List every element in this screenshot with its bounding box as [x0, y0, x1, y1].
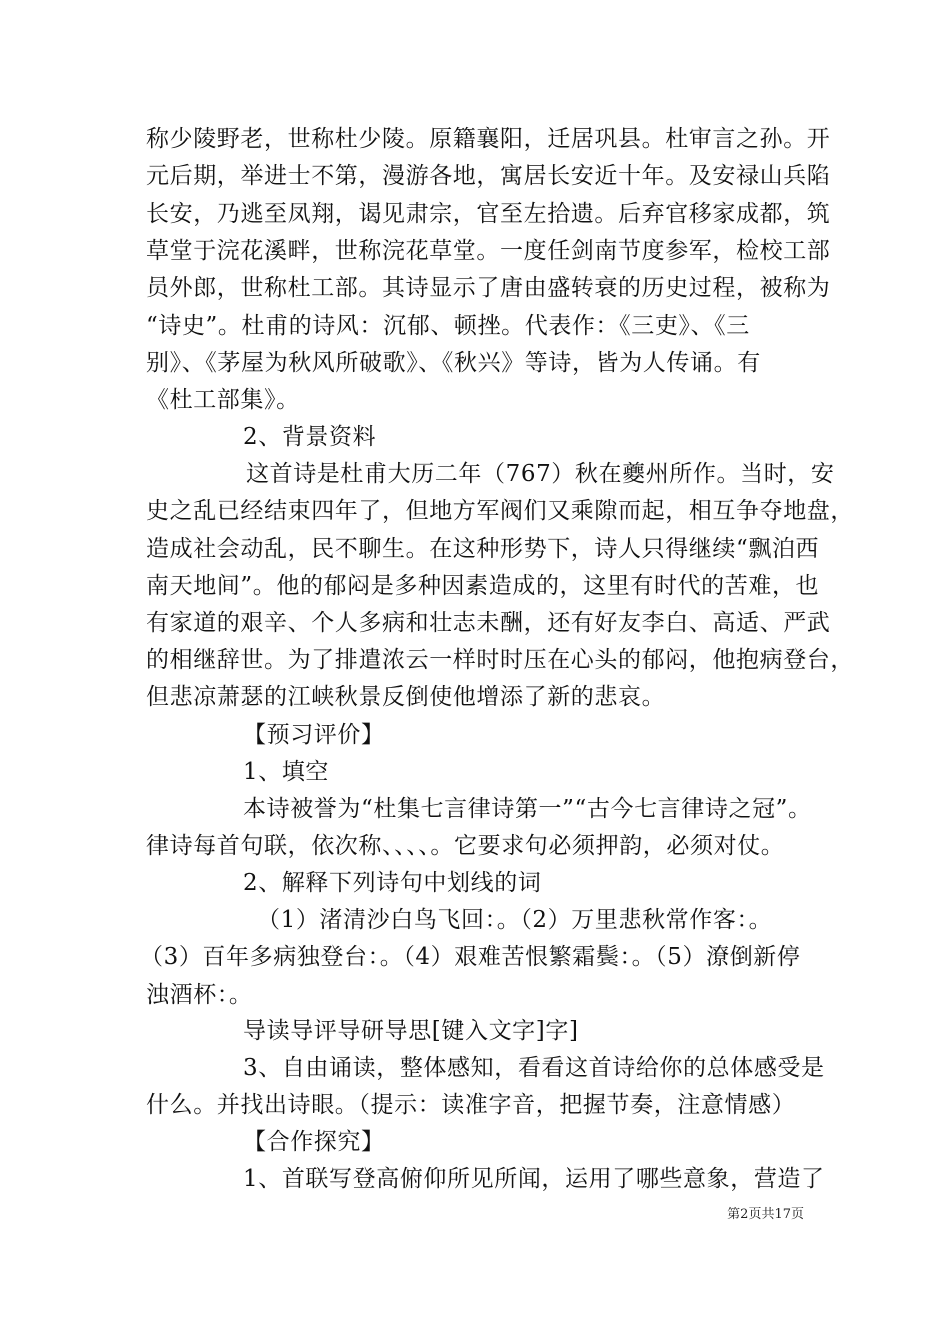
text-line: 造成社会动乱，民不聊生。在这种形势下，诗人只得继续“飘泊西 [146, 536, 820, 562]
text-line: 律诗每首句联，依次称、、、、。它要求句必须押韵，必须对仗。 [146, 833, 785, 859]
page-number-footer: 第2页共17页 [727, 1207, 804, 1222]
text-line: 史之乱已经结束四年了，但地方军阀们又乘隙而起，相互争夺地盘， [146, 498, 854, 524]
paragraph-start: （1）渚清沙白鸟飞回：。（2）万里悲秋常作客：。 [257, 907, 773, 933]
text-line: 有家道的艰辛、个人多病和壮志未酬，还有好友李白、高适、严武 [146, 610, 831, 636]
section-heading: 【预习评价】 [243, 722, 385, 748]
text-line: 别》、《茅屋为秋风所破歌》、《秋兴》等诗，皆为人传诵。有 [146, 350, 761, 376]
section-heading: 2、解释下列诗句中划线的词 [243, 870, 542, 896]
text-line: 长安，乃逃至凤翔，谒见肃宗，官至左拾遗。后弃官移家成都，筑 [146, 201, 831, 227]
text-line: （3）百年多病独登台：。（4）艰难苦恨繁霜鬓：。（5）潦倒新停 [140, 944, 801, 970]
paragraph-start: 3、自由诵读，整体感知，看看这首诗给你的总体感受是 [243, 1055, 825, 1081]
paragraph-start: 这首诗是杜甫大历二年（767）秋在夔州所作。当时，安 [246, 461, 835, 487]
section-heading: 【合作探究】 [243, 1129, 385, 1155]
section-heading: 2、背景资料 [243, 424, 377, 450]
text-line: 元后期，举进士不第，漫游各地，寓居长安近十年。及安禄山兵陷 [146, 163, 831, 189]
text-line: 员外郎，世称杜工部。其诗显示了唐由盛转衰的历史过程，被称为 [146, 275, 831, 301]
text-line: 的相继辞世。为了排遣浓云一样时时压在心头的郁闷，他抱病登台， [146, 647, 854, 673]
text-line: 浊酒杯：。 [146, 982, 253, 1008]
section-heading: 1、填空 [243, 759, 330, 785]
text-line: 什么。并找出诗眼。（提示：读准字音，把握节奏，注意情感） [146, 1092, 796, 1118]
text-line: 草堂于浣花溪畔，世称浣花草堂。一度任剑南节度参军，检校工部 [146, 238, 831, 264]
paragraph-start: 本诗被誉为“杜集七言律诗第一”“古今七言律诗之冠”。 [243, 796, 812, 822]
text-line: 《杜工部集》。 [146, 387, 300, 413]
text-line: “诗史”。杜甫的诗风：沉郁、顿挫。代表作：《三吏》、《三 [146, 313, 750, 339]
header-placeholder-line: 导读导评导研导思[键入文字]字] [243, 1018, 579, 1044]
text-line: 称少陵野老，世称杜少陵。原籍襄阳，迁居巩县。杜审言之孙。开 [146, 126, 831, 152]
text-line: 但悲凉萧瑟的江峡秋景反倒使他增添了新的悲哀。 [146, 684, 666, 710]
text-line: 南天地间”。他的郁闷是多种因素造成的，这里有时代的苦难，也 [146, 573, 820, 599]
paragraph-start: 1、首联写登高俯仰所见所闻，运用了哪些意象，营造了 [243, 1166, 825, 1192]
